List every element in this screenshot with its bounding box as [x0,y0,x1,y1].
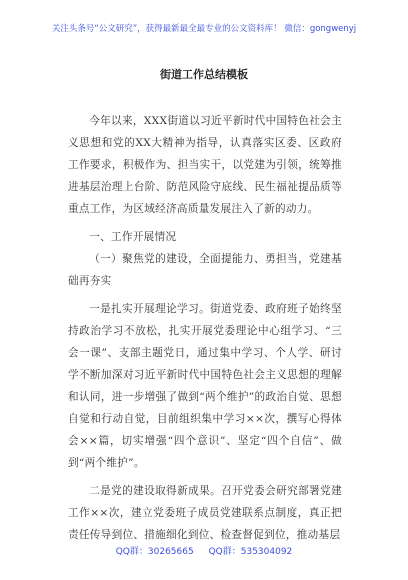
body-paragraph: 二是党的建设取得新成果。召开党委会研究部署党建工作××次，建立党委班子成员党建联系点制度，真正把责任传导到位、措施细化到位、检查督促到位，推动基层 [68,485,342,541]
intro-paragraph: 今年以来，XXX街道以习近平新时代中国特色社会主义思想和党的XX大精神为指导，认真落实区委、区政府工作要求，积极作为、担当实干，以党建为引领，统筹推进基层治理上台阶、防范风险守底线、民生福祉提品质等重点工作，为区域经济高质量发展注入了新的动力。 [68,115,342,215]
qq-footer [0,544,408,557]
qq-group-2: QQ群：535304092 [208,547,293,557]
section-heading: 一、工作开展情况 [89,231,177,243]
document-title: 街道工作总结模板 [160,68,248,81]
promo-header: 关注头条号“公文研究”，获得最新最全最专业的公文资料库！ 微信：gongwenyj [51,24,357,34]
subsection-heading: （一）聚焦党的建设，全面提能力、勇担当，党建基础再夯实 [68,253,342,287]
document-body [68,110,342,552]
qq-group-1: QQ群：30265665 [115,547,194,557]
body-paragraph: 一是扎实开展理论学习。街道党委、政府班子始终坚持政治学习不放松，扎实开展党委理论中心组学习、“三会一课”、支部主题党日，通过集中学习、个人学、研讨学不断加深对习近平新时代中国特色社会主义思想的理解和认同，进一步增强了做到“两个维护”的政治自觉、思想自觉和行动自觉，目前组织集中学习××次，撰写心得体会××篇，切实增强“四个意识”、坚定“四个自信”、做到“两个维护”。 [68,303,342,469]
